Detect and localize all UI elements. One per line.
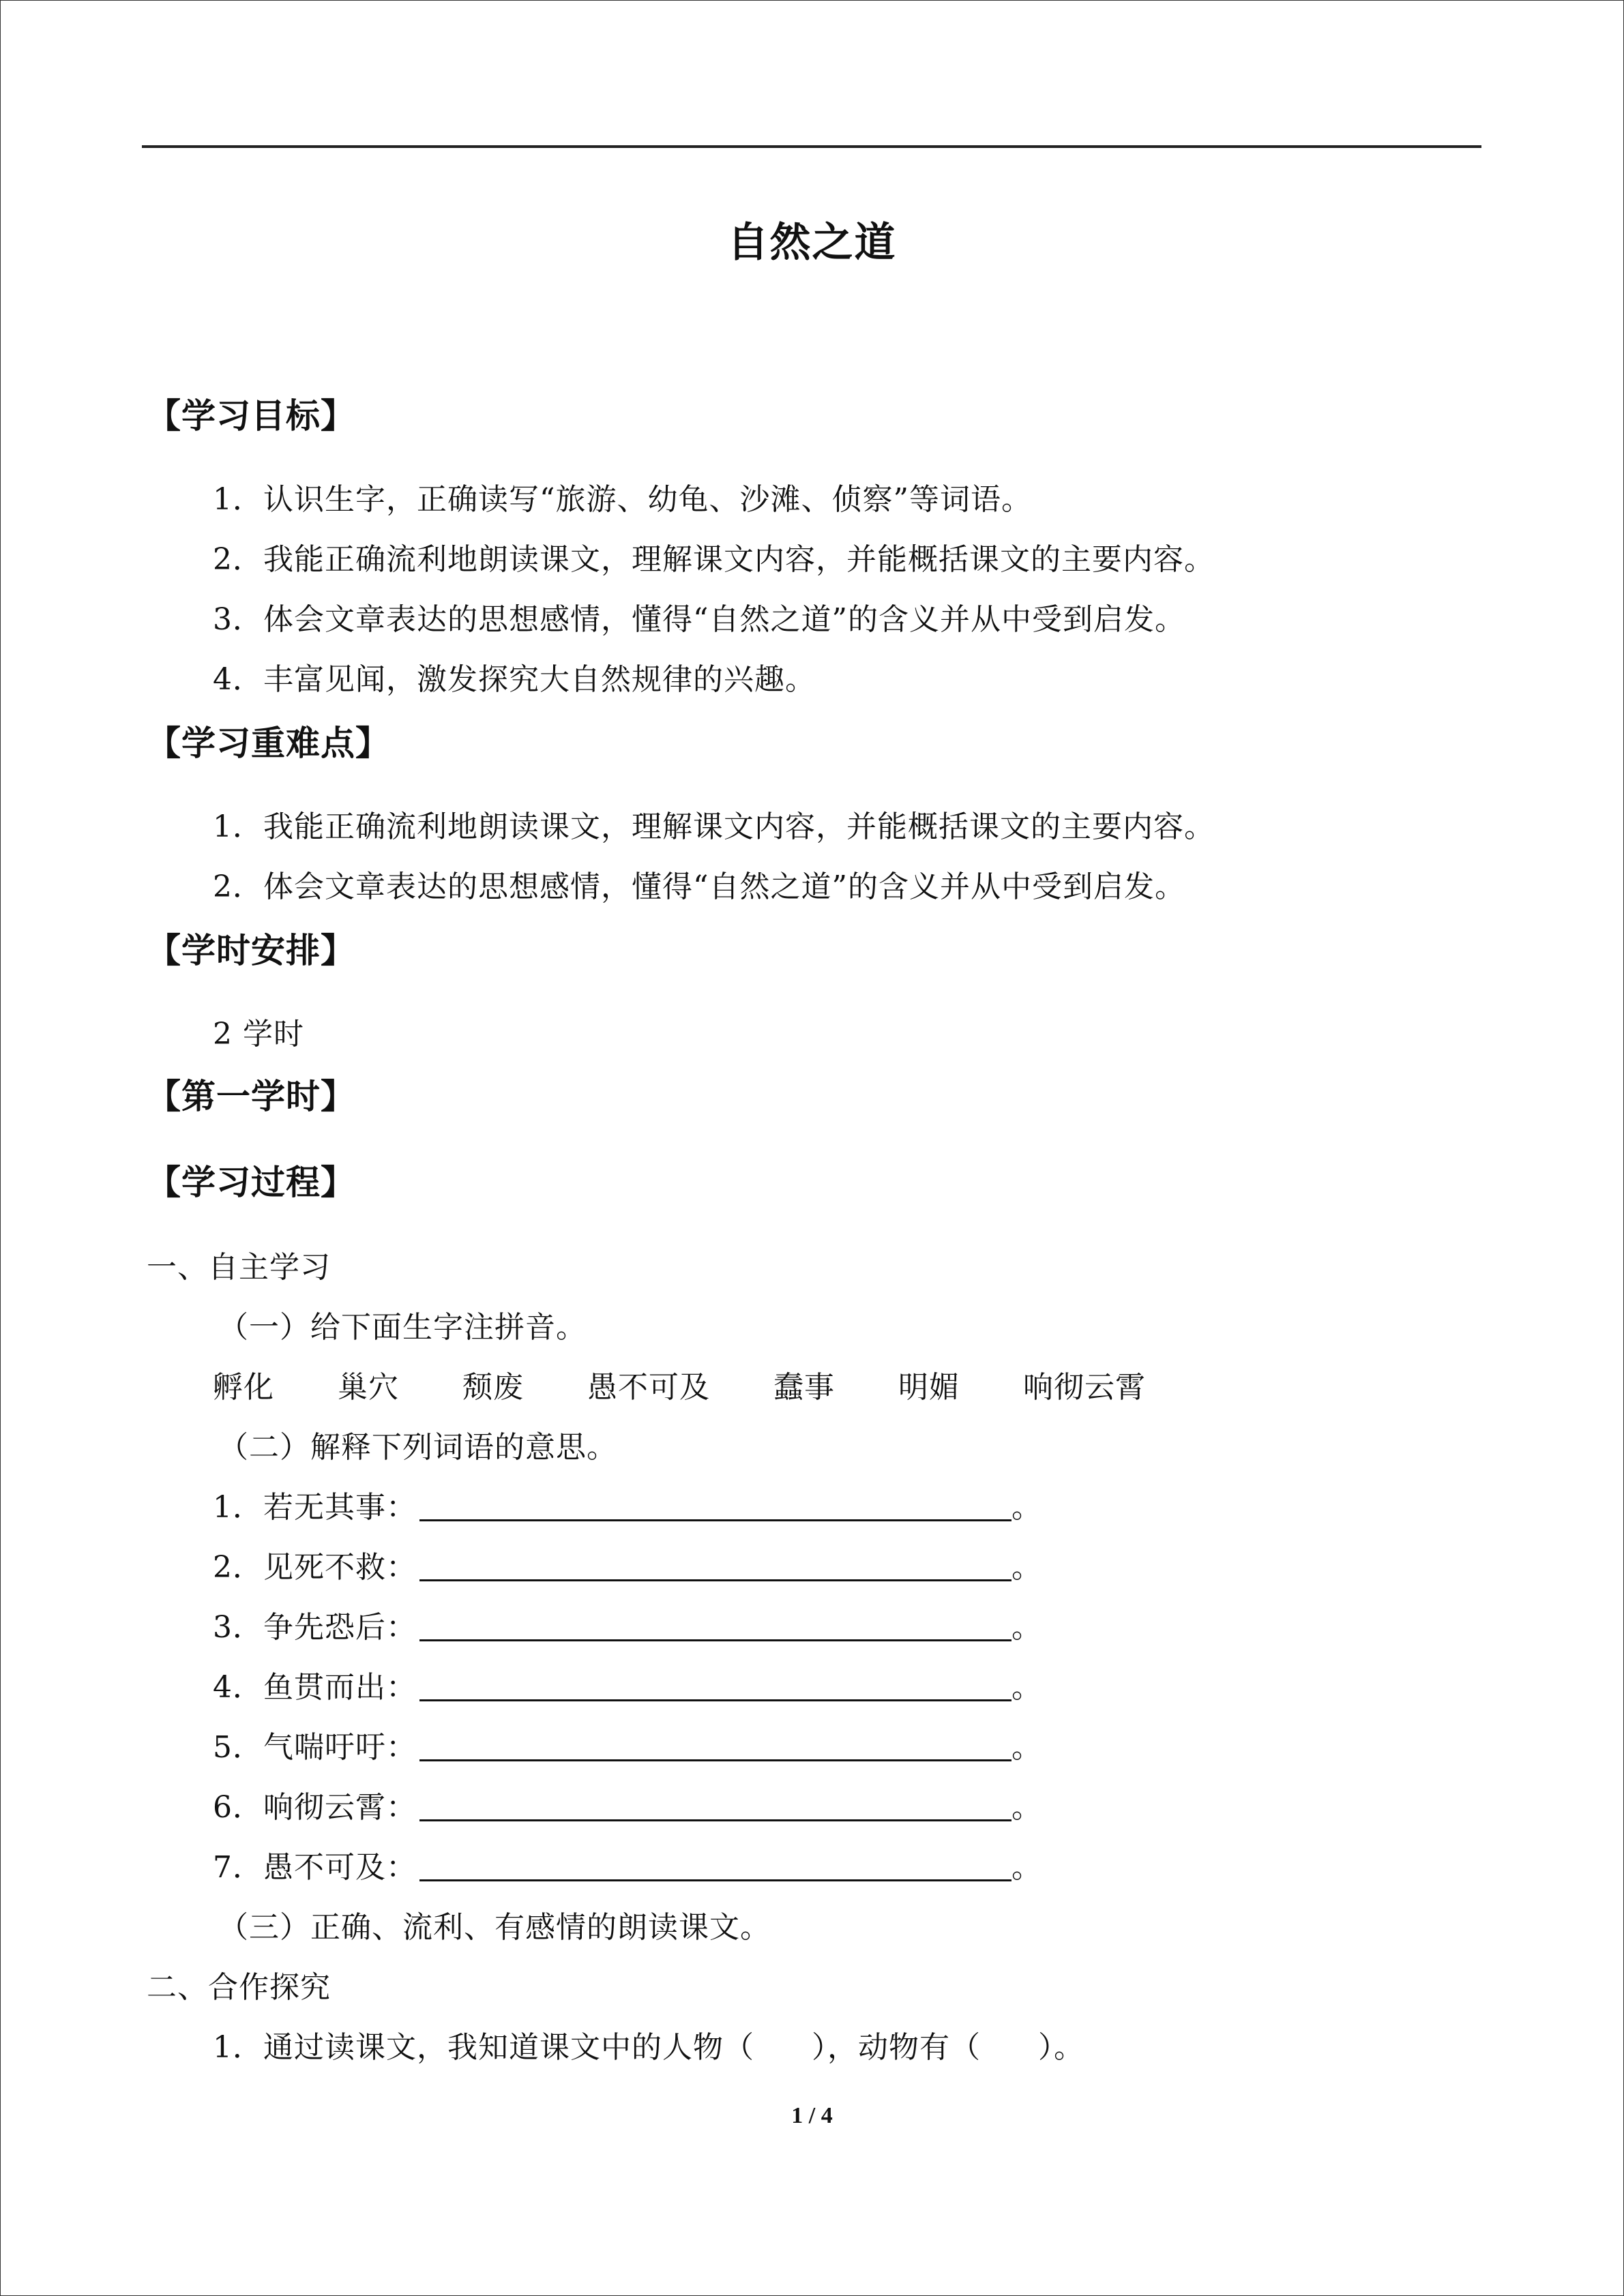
key-point-item-1: 1．我能正确流利地朗读课文，理解课文内容，并能概括课文的主要内容。	[213, 809, 1215, 844]
section-first-period-heading: 【第一学时】	[147, 1077, 355, 1116]
term-end: 。	[1012, 1790, 1042, 1825]
term-end: 。	[1012, 1490, 1042, 1525]
page-title: 自然之道	[727, 219, 897, 267]
term-row-1	[213, 1482, 1042, 1526]
word-item: 愚不可及	[587, 1370, 710, 1405]
key-point-item-2: 2．体会文章表达的思想感情，懂得“自然之道”的含义并从中受到启发。	[213, 869, 1185, 904]
section-schedule-heading: 【学时安排】	[147, 931, 355, 970]
word-item: 蠢事	[773, 1370, 835, 1405]
part1-sub3: （三）正确、流利、有感情的朗读课文。	[218, 1910, 771, 1945]
question-text-a: 1．通过读课文，我知道课文中的人物（	[213, 2030, 754, 2065]
answer-blank[interactable]	[419, 1552, 1012, 1581]
part2-heading: 二、合作探究	[147, 1970, 331, 2005]
term-label: 7．愚不可及：	[213, 1850, 417, 1885]
part2-question-1	[213, 2023, 1084, 2066]
section-process-heading: 【学习过程】	[147, 1163, 355, 1202]
part1-heading: 一、自主学习	[147, 1250, 331, 1285]
pinyin-word-list	[213, 1362, 1199, 1406]
answer-blank[interactable]	[419, 1492, 1012, 1521]
term-row-7	[213, 1843, 1042, 1886]
goal-item-3: 3．体会文章表达的思想感情，懂得“自然之道”的含义并从中受到启发。	[213, 602, 1185, 637]
term-row-5	[213, 1723, 1042, 1766]
question-text-b: ），动物有（	[812, 2030, 981, 2065]
goal-item-2: 2．我能正确流利地朗读课文，理解课文内容，并能概括课文的主要内容。	[213, 542, 1215, 577]
answer-blank[interactable]	[419, 1852, 1012, 1881]
part1-sub2: （二）解释下列词语的意思。	[218, 1430, 617, 1465]
term-label: 3．争先恐后：	[213, 1610, 417, 1645]
answer-blank[interactable]	[419, 1612, 1012, 1641]
word-item: 颓废	[462, 1370, 524, 1405]
word-item: 巢穴	[338, 1370, 399, 1405]
term-row-6	[213, 1783, 1042, 1826]
schedule-text: 2 学时	[213, 1017, 304, 1052]
answer-blank[interactable]	[419, 1672, 1012, 1701]
term-row-4	[213, 1663, 1042, 1706]
goal-item-1: 1．认识生字，正确读写“旅游、幼龟、沙滩、侦察”等词语。	[213, 482, 1032, 517]
term-label: 6．响彻云霄：	[213, 1790, 417, 1825]
term-end: 。	[1012, 1610, 1042, 1645]
term-label: 5．气喘吁吁：	[213, 1730, 417, 1765]
term-label: 1．若无其事：	[213, 1490, 417, 1525]
section-goals-heading: 【学习目标】	[147, 396, 355, 436]
answer-blank[interactable]	[419, 1792, 1012, 1821]
term-label: 2．见死不救：	[213, 1550, 417, 1585]
term-end: 。	[1012, 1670, 1042, 1705]
answer-blank[interactable]	[419, 1732, 1012, 1761]
term-end: 。	[1012, 1550, 1042, 1585]
term-row-2	[213, 1542, 1042, 1586]
part1-sub1: （一）给下面生字注拼音。	[218, 1310, 587, 1345]
term-label: 4．鱼贯而出：	[213, 1670, 417, 1705]
word-item: 孵化	[213, 1370, 274, 1405]
header-rule	[142, 145, 1481, 148]
question-text-c: ）。	[1038, 2030, 1084, 2065]
page-number: 1 / 4	[791, 2103, 833, 2128]
word-item: 响彻云霄	[1023, 1370, 1146, 1405]
term-row-3	[213, 1602, 1042, 1646]
term-end: 。	[1012, 1730, 1042, 1765]
term-end: 。	[1012, 1850, 1042, 1885]
goal-item-4: 4．丰富见闻，激发探究大自然规律的兴趣。	[213, 662, 816, 697]
section-key-points-heading: 【学习重难点】	[147, 724, 390, 763]
word-item: 明媚	[898, 1370, 960, 1405]
